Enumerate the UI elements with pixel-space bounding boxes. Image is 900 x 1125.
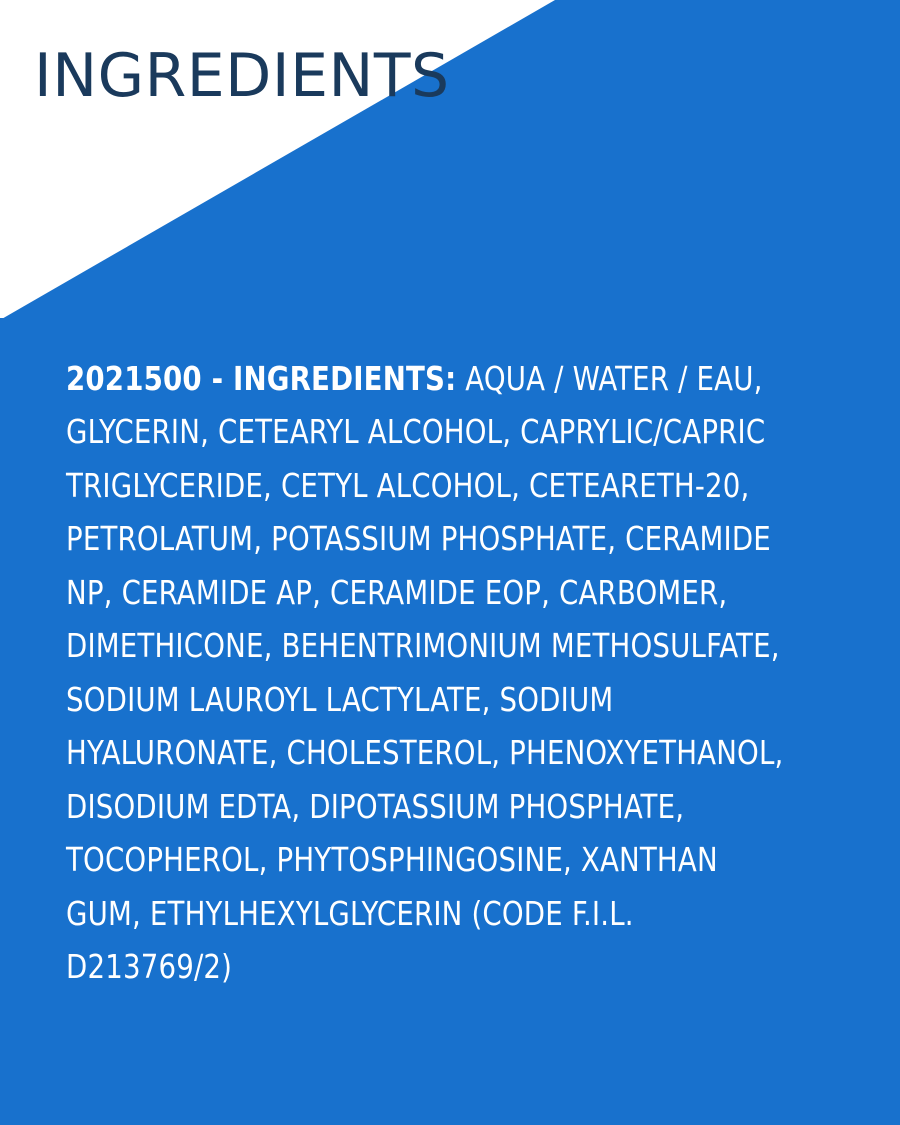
ingredients-list: [66, 352, 801, 993]
page-title: INGREDIENTS: [34, 41, 450, 111]
ingredients-code-label: 2021500 - INGREDIENTS:: [66, 359, 457, 398]
ingredients-text: AQUA / WATER / EAU, GLYCERIN, CETEARYL ALCOHOL, CAPRYLIC/CAPRIC TRIGLYCERIDE, CETYL ALCOHOL, CETEARETH-20, PETROLATUM, POTASSIUM PHOSPHATE, CERAMIDE NP, CERAMIDE AP, CERAMIDE EOP, CARBOMER, DIMETHICONE, BEHENTRIMONIUM METHOSULFATE, SODIUM LAUROYL LACTYLATE, SODIUM HYALURONATE, CHOLESTEROL, PHENOXYETHANOL, DISODIUM EDTA, DIPOTASSIUM PHOSPHATE, TOCOPHEROL, PHYTOSPHINGOSINE, XANTHAN GUM, ETHYLHEXYLGLYCERIN (CODE F.I.L. D213769/2): [66, 359, 784, 986]
